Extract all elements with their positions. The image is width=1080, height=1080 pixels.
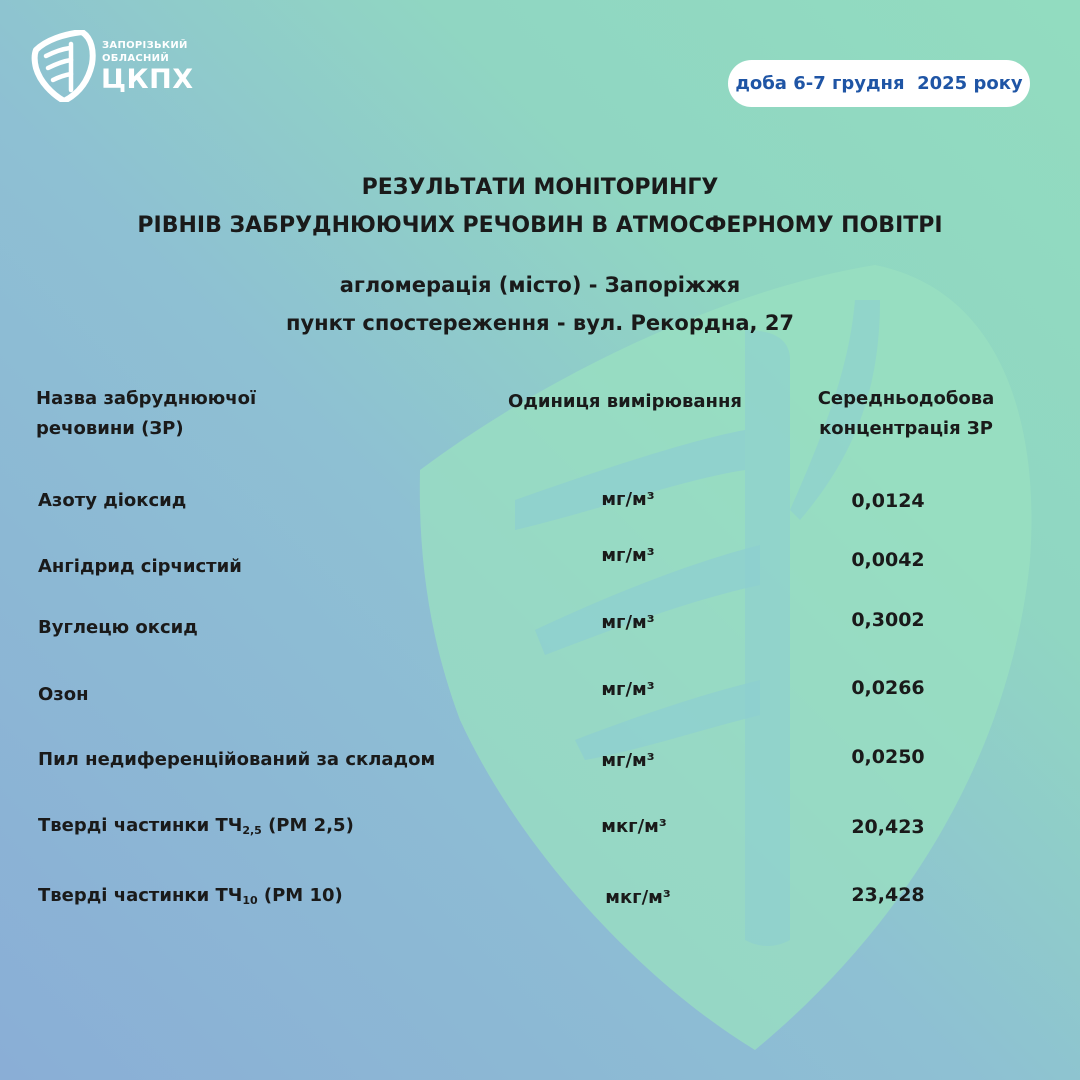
- header-concentration-line2: концентрація ЗР: [819, 418, 993, 439]
- header-unit: Одиниця вимірювання: [508, 391, 742, 412]
- logo: [30, 30, 200, 105]
- date-badge: доба 6-7 грудня 2025 року: [728, 60, 1030, 107]
- row-unit-1: мг/м³: [601, 489, 655, 510]
- observation-point-subtitle: пункт спостереження - вул. Рекордна, 27: [285, 311, 795, 335]
- row-name-7: [38, 885, 343, 906]
- page-title-line1: РЕЗУЛЬТАТИ МОНІТОРИНГУ: [361, 175, 719, 200]
- row-value-6: 20,423: [851, 816, 925, 838]
- header-pollutant-name: [36, 384, 376, 444]
- header-pollutant-name-line2: речовини (ЗР): [36, 418, 184, 439]
- row-name-3: Вуглецю оксид: [38, 617, 198, 638]
- logo-name: ЦКПХ: [101, 64, 194, 95]
- row-value-3: 0,3002: [851, 609, 925, 631]
- row-value-7: 23,428: [851, 884, 925, 906]
- row-value-5: 0,0250: [851, 746, 925, 768]
- header-concentration-line1: Середньодобова: [817, 388, 995, 409]
- shield-leaf-logo-icon: [30, 30, 96, 102]
- row-value-2: 0,0042: [851, 549, 925, 571]
- page-title-line2: РІВНІВ ЗАБРУДНЮЮЧИХ РЕЧОВИН В АТМОСФЕРНОМУ ПОВІТРІ: [137, 213, 943, 238]
- row-unit-6: мкг/м³: [601, 816, 667, 837]
- logo-line1: ЗАПОРІЗЬКИЙ: [102, 40, 188, 51]
- row-name-5: Пил недиференційований за складом: [38, 749, 436, 770]
- header-concentration: [786, 384, 1026, 444]
- row-value-4: 0,0266: [851, 677, 925, 699]
- row-unit-7: мкг/м³: [605, 887, 671, 908]
- row-name-1: Азоту діоксид: [38, 490, 187, 511]
- row-unit-4: мг/м³: [601, 679, 655, 700]
- row-name-2: Ангідрид сірчистий: [38, 556, 242, 577]
- row-name-6: [38, 815, 354, 836]
- row-unit-3: мг/м³: [601, 612, 655, 633]
- row-name-4: Озон: [38, 684, 89, 705]
- row-unit-2: мг/м³: [601, 545, 655, 566]
- header-pollutant-name-line1: Назва забруднюючої: [36, 388, 257, 409]
- logo-line2: ОБЛАСНИЙ: [102, 53, 170, 64]
- row-name-6-subscript: 2,5: [242, 824, 262, 837]
- row-unit-5: мг/м³: [601, 750, 655, 771]
- row-value-1: 0,0124: [851, 490, 925, 512]
- row-name-6-suffix: (PM 2,5): [261, 815, 354, 836]
- agglomeration-subtitle: агломерація (місто) - Запоріжжя: [339, 273, 741, 297]
- row-name-7-text: Тверді частинки ТЧ: [38, 885, 243, 906]
- row-name-7-subscript: 10: [242, 894, 258, 907]
- row-name-7-suffix: (PM 10): [257, 885, 343, 906]
- row-name-6-text: Тверді частинки ТЧ: [38, 815, 243, 836]
